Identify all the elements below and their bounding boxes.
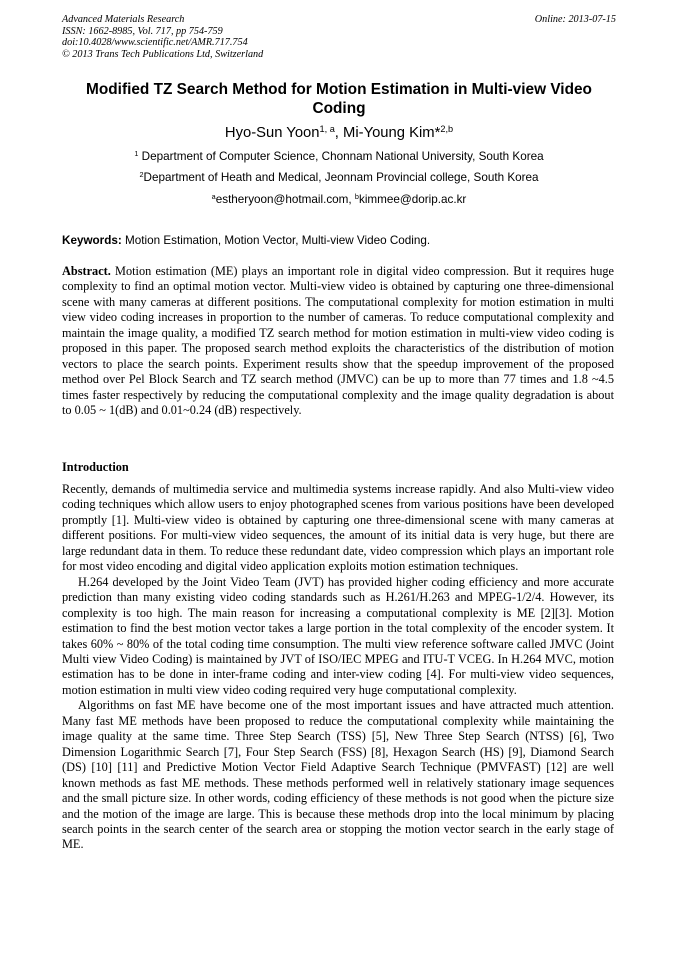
author-line <box>62 124 616 142</box>
author-separator: , <box>334 125 344 141</box>
email-b[interactable]: kimmee@dorip.ac.kr <box>358 193 467 206</box>
affiliation-2-text: Department of Heath and Medical, Jeonnam Provincial college, South Korea <box>143 171 539 184</box>
intro-paragraph-2: H.264 developed by the Joint Video Team (JVT) has provided higher coding efficiency and more accurate prediction than many existing video coding standards such as H.261/H.263 and MPEG-1/2/4. However, its complexity is too high. The main reason for increasing a computational complexity is ME [2][3]. Motion estimation to find the best motion vector takes a large portion in the total complexity of the encoder system. It takes 60% ~ 80% of the total coding time consumption. The multi view reference software called JMVC (Joint Multi view Video Coding) is maintained by JVT of ISO/IEC MPEG and ITU-T VCEG. In H.264 MVC, motion estimation has to be done in inter-frame coding and inter-view coding [4]. For multi-view video sequences, motion estimation in multi view video coding required very huge computational complexity. <box>62 574 614 697</box>
author-1: Hyo-Sun Yoon <box>224 125 320 141</box>
affiliation-1 <box>62 150 616 164</box>
journal-name: Advanced Materials Research <box>62 14 185 25</box>
email-a[interactable]: estheryoon@hotmail.com, <box>215 193 355 206</box>
keywords-text: Motion Estimation, Motion Vector, Multi-view Video Coding. <box>121 234 431 247</box>
email-a-mark: a <box>211 192 216 202</box>
affiliation-2-mark: 2 <box>139 170 144 180</box>
author-2-affiliation-mark: 2,b <box>440 123 454 134</box>
introduction-body <box>62 482 614 853</box>
journal-header <box>62 14 616 60</box>
affiliation-2 <box>62 171 616 185</box>
email-b-mark: b <box>354 192 359 202</box>
journal-copyright: © 2013 Trans Tech Publications Ltd, Switzerland <box>62 48 264 60</box>
intro-paragraph-3: Algorithms on fast ME have become one of the most important issues and have attracted much attention. Many fast ME methods have been proposed to reduce the computational complexity while maintaining the image quality at the same time. Three Step Search (TSS) [5], New Three Step Search (NTSS) [6], Two Dimension Logarithmic Search [7], Four Step Search (FSS) [8], Hexagon Search (HS) [9], Diamond Search (DS) [10] [11] and Predictive Motion Vector Field Adaptive Search Technique (PMVFAST) [12] are well known methods as fast ME methods. These methods performed well in relatively stationary image sequences and the small picture size. In other words, coding efficiency of these methods is not good when the picture size and the motion of the image are large. This is because these methods drop into the local minimum by placing search points in the search center of the search area or stopping the motion vector search in the early stage of ME. <box>62 698 614 852</box>
journal-doi: doi:10.4028/www.scientific.net/AMR.717.754 <box>62 37 248 48</box>
introduction-heading: Introduction <box>62 460 129 474</box>
abstract-text: Motion estimation (ME) plays an important role in digital video compression. But it requires huge complexity to find an optimal motion vector. Multi-view video is obtained by capturing one three-dimensional scene with many cameras at different positions. The computational complexity for motion estimation in multi view video coding increases in proportion to the number of cameras. To reduce computational complexity and maintain the image quality, a modified TZ search method for motion estimation in multi-view video coding is proposed in this paper. The proposed search method exploits the characteristics of the distribution of motion vectors to place the search points. Experiment results show that the speedup improvement of the proposed method over Pel Block Search and TZ search method (JMVC) can be up to more than 77 times and 1.8 ~4.5 times faster respectively by reducing the computational complexity and the image quality degradation is about to 0.05 ~ 1(dB) and 0.01~0.24 (dB) respectively. <box>62 264 614 418</box>
author-2: Mi-Young Kim* <box>343 125 441 141</box>
affiliation-1-text: Department of Computer Science, Chonnam National University, South Korea <box>138 150 544 163</box>
abstract-label: Abstract. <box>62 264 111 278</box>
abstract <box>62 264 614 419</box>
paper-title: Modified TZ Search Method for Motion Estimation in Multi-view Video Coding <box>86 81 592 117</box>
email-line <box>62 193 616 207</box>
affiliation-1-mark: 1 <box>134 149 139 159</box>
keywords-label: Keywords: <box>62 234 122 247</box>
author-1-affiliation-mark: 1, a <box>319 123 335 134</box>
keywords <box>62 234 616 248</box>
journal-issn: ISSN: 1662-8985, Vol. 717, pp 754-759 <box>62 25 223 37</box>
intro-paragraph-1: Recently, demands of multimedia service and multimedia systems increase rapidly. And also Multi-view video coding techniques which allow users to enjoy photographed scenes from various positions have been developed promptly [1]. Multi-view video is obtained by capturing one three-dimensional scene with many cameras at different positions. For multi-view video sequences, the amount of its initial data is very huge, but there are large redundant data in them. To reduce these redundant date, video compression which plays an important role for most video encoding and digital video application exploits motion estimation techniques. <box>62 482 614 574</box>
online-date: Online: 2013-07-15 <box>534 14 616 25</box>
